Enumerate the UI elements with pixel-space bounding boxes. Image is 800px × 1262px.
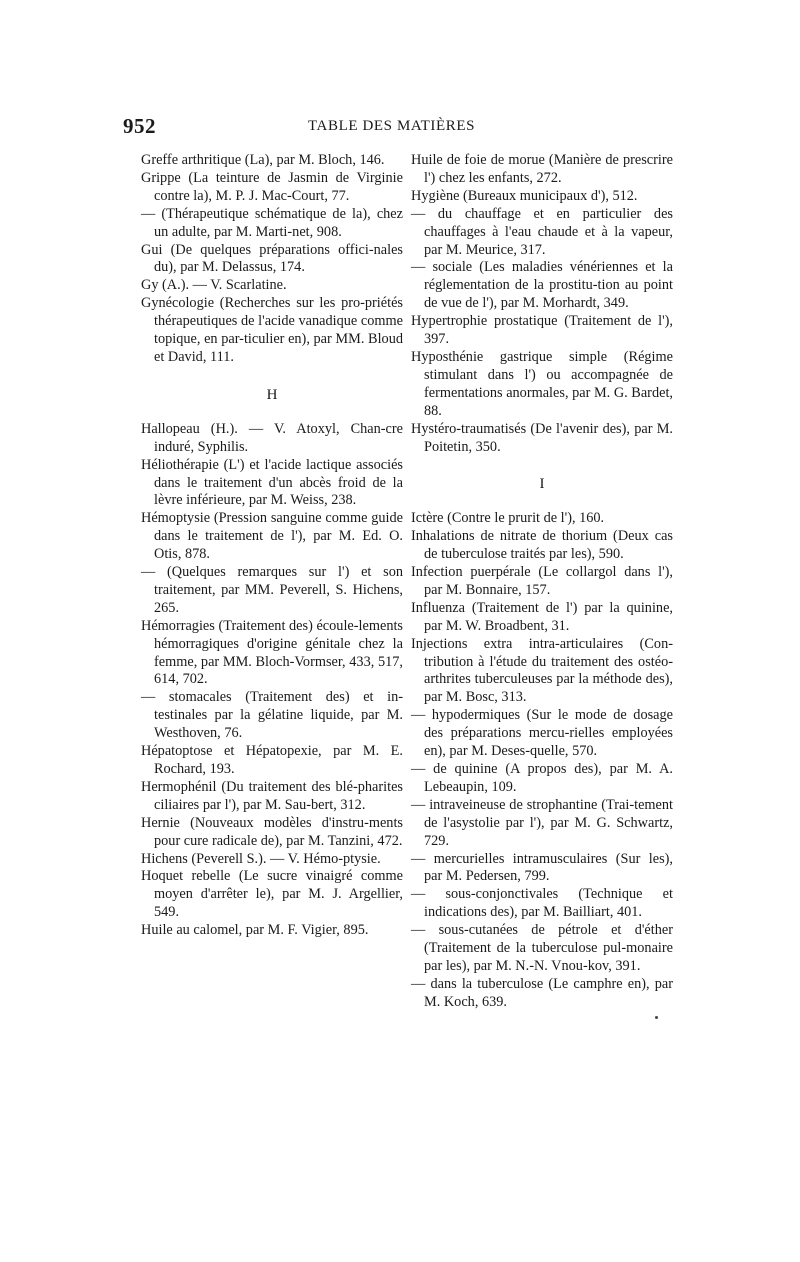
index-entry: Hoquet rebelle (Le sucre vinaigré comme moyen d'arrêter le), par M. J. Argellier, 549. (141, 868, 403, 921)
index-entry: Gy (A.). — V. Scarlatine. (141, 277, 287, 294)
index-entry: — du chauffage et en particulier des chauffages à l'eau chaude et à la vapeur, par M. Meurice, 317. (411, 205, 673, 258)
index-entry: — hypodermiques (Sur le mode de dosage des préparations mercu-rielles employées en), par M. Deses-quelle, 570. (411, 707, 673, 760)
index-entry: Grippe (La teinture de Jasmin de Virginie contre la), M. P. J. Mac-Court, 77. (141, 169, 403, 204)
section-letter: H (266, 386, 278, 403)
section-letter: I (539, 476, 545, 493)
page-number: 952 (123, 114, 156, 138)
index-entry: Ictère (Contre le prurit de l'), 160. (411, 510, 605, 527)
running-head: TABLE DES MATIÈRES (308, 118, 476, 134)
index-entry: Hallopeau (H.). — V. Atoxyl, Chan-cre induré, Syphilis. (141, 420, 403, 455)
index-entry: Influenza (Traitement de l') par la quinine, par M. W. Broadbent, 31. (411, 599, 673, 634)
index-entry: — intraveineuse de strophantine (Trai-tement de l'asystolie par l'), par M. G. Schwartz, 729. (411, 796, 673, 849)
index-entry: Hernie (Nouveaux modèles d'instru-ments pour cure radicale de), par M. Tanzini, 472. (141, 814, 403, 849)
index-entry: Gynécologie (Recherches sur les pro-priétés thérapeutiques de l'acide vanadique comme topique, en par-ticulier en), par MM. Bloud et David, 111. (141, 295, 403, 365)
index-entry: Hémoptysie (Pression sanguine comme guide dans le traitement de l'), par M. Ed. O. Otis, 878. (141, 510, 403, 563)
index-entry: — sociale (Les maladies vénériennes et la réglementation de la prostitu-tion au point de vue de l'), par M. Morhardt, 349. (411, 259, 673, 312)
index-entry: Hermophénil (Du traitement des blé-pharites ciliaires par l'), par M. Sau-bert, 312. (141, 778, 403, 813)
index-entry: — (Thérapeutique schématique de la), chez un adulte, par M. Marti-net, 908. (141, 205, 403, 240)
index-entry: — dans la tuberculose (Le camphre en), par M. Koch, 639. (411, 975, 673, 1010)
index-column-right (411, 152, 673, 1012)
index-entry: — sous-conjonctivales (Technique et indications des), par M. Bailliart, 401. (411, 886, 673, 921)
index-column-left (141, 152, 403, 940)
index-entry: Huile au calomel, par M. F. Vigier, 895. (141, 922, 369, 939)
index-entry: — mercurielles intramusculaires (Sur les), par M. Pedersen, 799. (411, 850, 673, 885)
index-entry: Gui (De quelques préparations offici-nales du), par M. Delassus, 174. (141, 241, 403, 276)
index-entry: Hypertrophie prostatique (Traitement de l'), 397. (411, 313, 673, 348)
index-entry: Inhalations de nitrate de thorium (Deux cas de tuberculose traités par les), 590. (411, 528, 673, 563)
index-entry: Injections extra intra-articulaires (Con-tribution à l'étude du traitement des ostéo-arthrites tuberculeuses par la méthode des), par M. Bosc, 313. (411, 635, 673, 706)
index-entry: Huile de foie de morue (Manière de prescrire l') chez les enfants, 272. (411, 152, 673, 186)
print-speck (655, 1016, 658, 1019)
index-entry: Greffe arthritique (La), par M. Bloch, 146. (141, 152, 385, 168)
index-entry: — (Quelques remarques sur l') et son traitement, par MM. Peverell, S. Hichens, 265. (141, 564, 403, 616)
index-entry: Infection puerpérale (Le collargol dans l'), par M. Bonnaire, 157. (411, 564, 673, 598)
index-entry: — sous-cutanées de pétrole et d'éther (Traitement de la tuberculose pul-monaire par les), par M. N.-N. Vnou-kov, 391. (411, 922, 673, 974)
index-entry: Hygiène (Bureaux municipaux d'), 512. (411, 187, 638, 204)
index-entry: Hépatoptose et Hépatopexie, par M. E. Rochard, 193. (141, 743, 403, 777)
index-entry: Héliothérapie (L') et l'acide lactique associés dans le traitement d'un abcès froid de la lèvre inférieure, par M. Weiss, 238. (141, 456, 403, 509)
index-entry: Hémorragies (Traitement des) écoule-lements hémorragiques d'origine génitale chez la femme, par MM. Bloch-Vormser, 433, 517, 614, 702. (141, 617, 403, 688)
index-entry: Hyposthénie gastrique simple (Régime stimulant dans l') ou accompagnée de fermentations anormales, par M. G. Bardet, 88. (411, 348, 673, 419)
page-header (123, 114, 673, 144)
index-entry: — de quinine (A propos des), par M. A. Lebeaupin, 109. (411, 761, 673, 795)
index-entry: Hichens (Peverell S.). — V. Hémo-ptysie. (141, 850, 381, 867)
index-entry: — stomacales (Traitement des) et in-testinales par la gélatine liquide, par M. Westhoven, 76. (141, 689, 403, 742)
index-entry: Hystéro-traumatisés (De l'avenir des), par M. Poitetin, 350. (411, 420, 673, 455)
